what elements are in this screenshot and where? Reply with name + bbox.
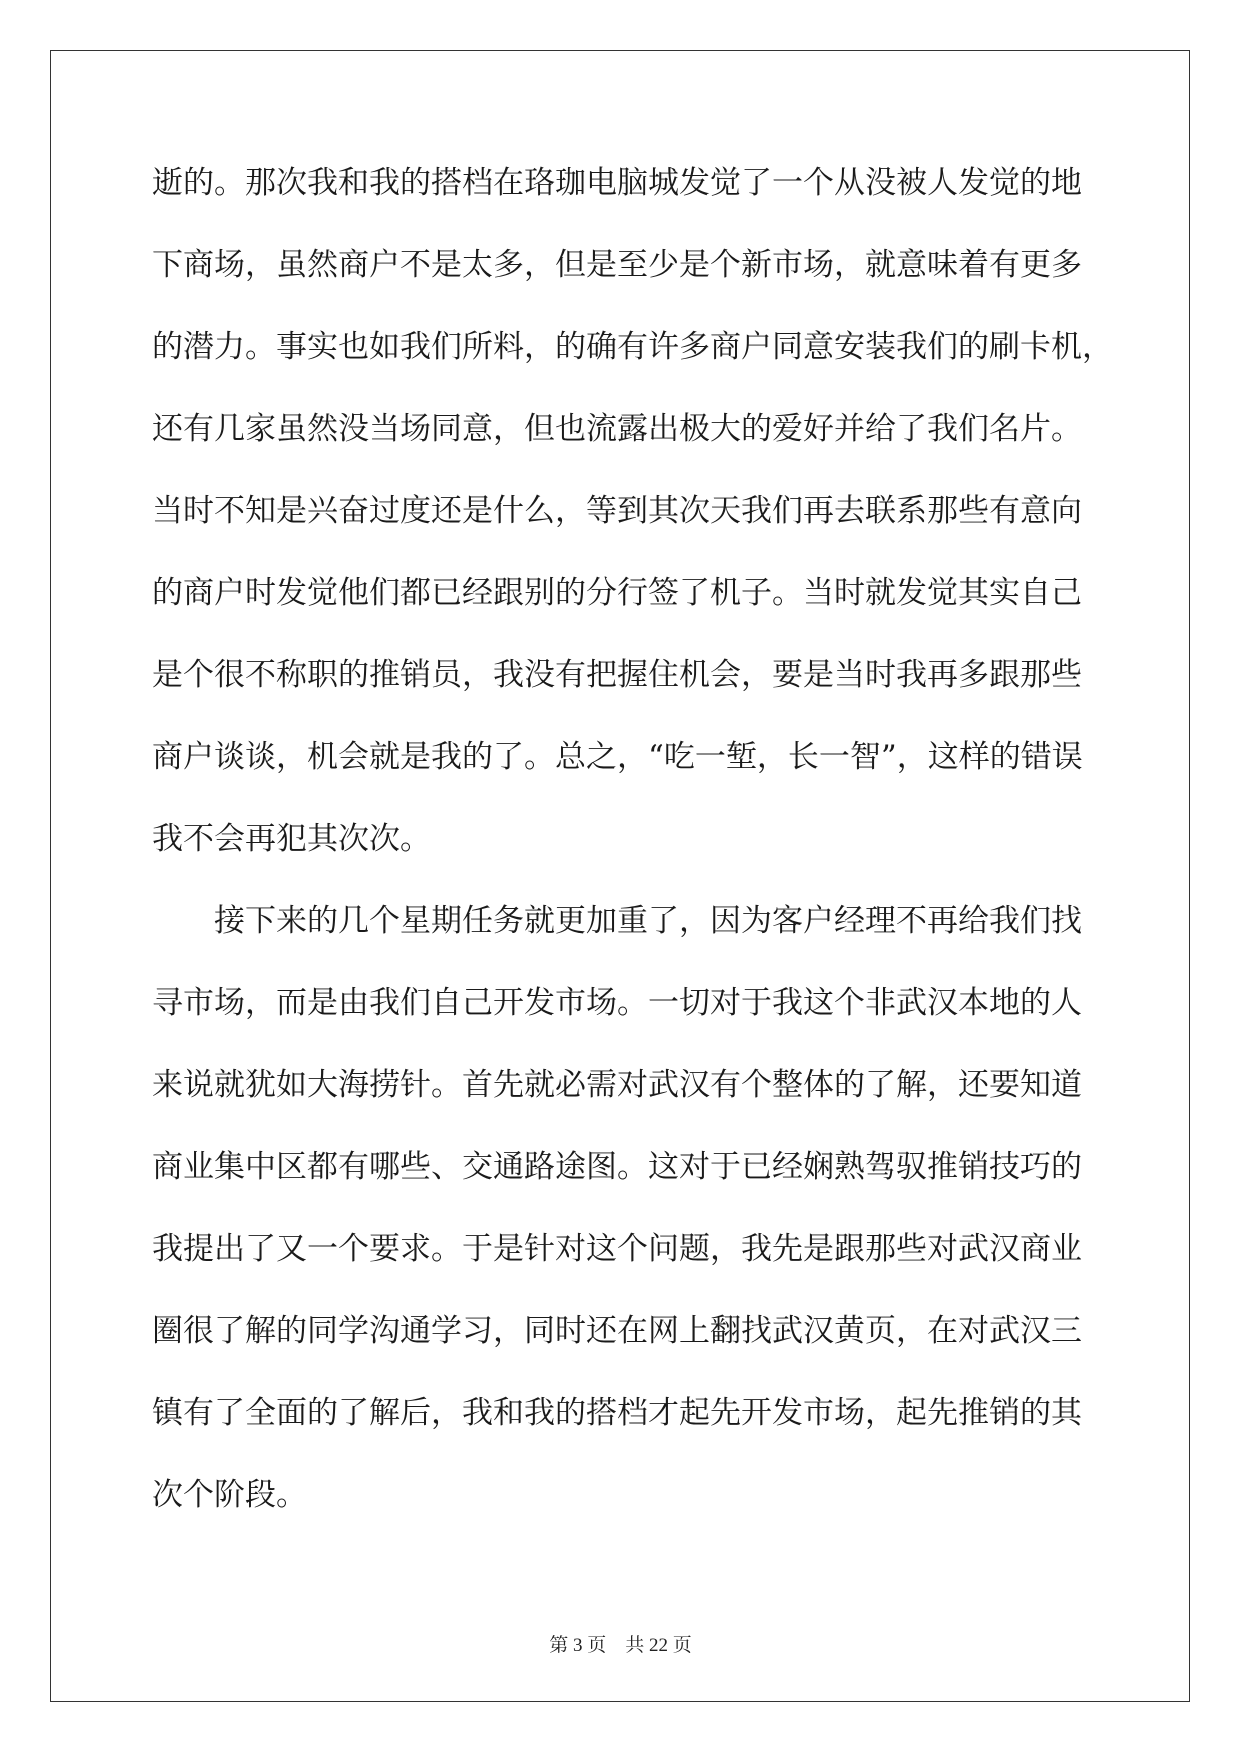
text-line: 我不会再犯其次次。 — [152, 821, 431, 857]
text-line: 的潜力。事实也如我们所料，的确有许多商户同意安装我们的刷卡机， — [152, 329, 1113, 365]
page-number: 第 3 页 共 22 页 — [549, 1635, 692, 1656]
document-body — [152, 161, 1113, 1555]
text-line: 来说就犹如大海捞针。首先就必需对武汉有个整体的了解，还要知道 — [152, 1067, 1082, 1103]
text-line: 商户谈谈，机会就是我的了。总之，“吃一堑，长一智”，这样的错误 — [152, 739, 1083, 775]
text-line: 镇有了全面的了解后，我和我的搭档才起先开发市场，起先推销的其 — [152, 1395, 1082, 1431]
text-line: 的商户时发觉他们都已经跟别的分行签了机子。当时就发觉其实自己 — [152, 575, 1082, 611]
page-footer — [0, 1630, 1241, 1657]
text-line: 寻市场，而是由我们自己开发市场。一切对于我这个非武汉本地的人 — [152, 985, 1082, 1021]
text-line: 下商场，虽然商户不是太多，但是至少是个新市场，就意味着有更多 — [152, 247, 1082, 283]
text-line: 我提出了又一个要求。于是针对这个问题，我先是跟那些对武汉商业 — [152, 1231, 1082, 1267]
text-line: 次个阶段。 — [152, 1477, 307, 1513]
text-line: 商业集中区都有哪些、交通路途图。这对于已经娴熟驾驭推销技巧的 — [152, 1149, 1082, 1185]
text-line: 接下来的几个星期任务就更加重了，因为客户经理不再给我们找 — [152, 903, 1082, 939]
text-line: 圈很了解的同学沟通学习，同时还在网上翻找武汉黄页，在对武汉三 — [152, 1313, 1082, 1349]
text-line: 当时不知是兴奋过度还是什么，等到其次天我们再去联系那些有意向 — [152, 493, 1082, 529]
text-line: 逝的。那次我和我的搭档在珞珈电脑城发觉了一个从没被人发觉的地 — [152, 165, 1082, 201]
text-line: 是个很不称职的推销员，我没有把握住机会，要是当时我再多跟那些 — [152, 657, 1082, 693]
text-line: 还有几家虽然没当场同意，但也流露出极大的爱好并给了我们名片。 — [152, 411, 1082, 447]
